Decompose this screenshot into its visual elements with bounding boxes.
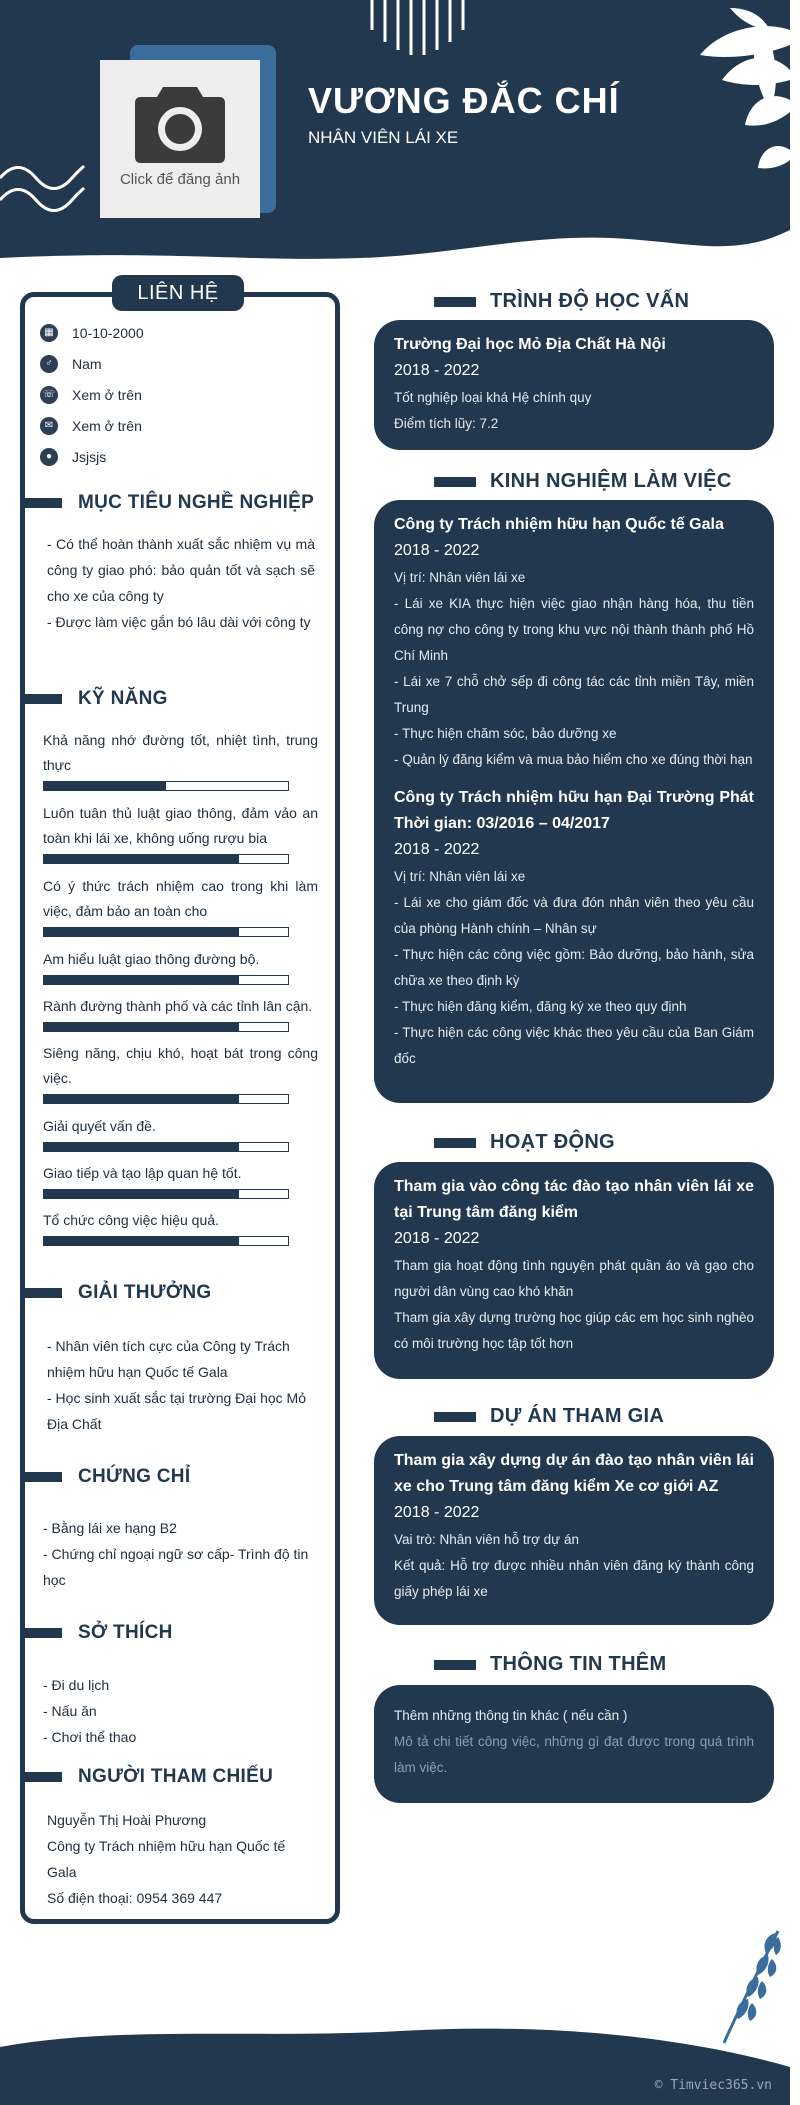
skill-name: Tổ chức công việc hiệu quả. — [43, 1212, 219, 1228]
hobby-line: - Đi du lịch — [43, 1677, 110, 1693]
extra-title: THÔNG TIN THÊM — [490, 1653, 667, 1675]
project-date: 2018 - 2022 — [394, 1504, 480, 1521]
skill-bar-fill — [44, 928, 239, 936]
hobby-line: - Nấu ăn — [43, 1703, 97, 1719]
education-school: Trường Đại học Mỏ Địa Chất Hà Nội — [394, 336, 666, 353]
projects-card — [374, 1436, 774, 1625]
reference-line: Công ty Trách nhiệm hữu hạn Quốc tế Gala — [47, 1838, 286, 1880]
objective-text — [47, 531, 315, 635]
contact-email — [40, 415, 142, 437]
contact-birthday — [40, 322, 144, 344]
objective-title: MỤC TIÊU NGHỀ NGHIỆP — [78, 492, 315, 513]
skill-bar-fill — [44, 1190, 239, 1198]
job-line: Vị trí: Nhân viên lái xe — [394, 869, 526, 884]
objective-heading — [20, 492, 314, 514]
experience-heading — [434, 470, 732, 493]
references-text — [47, 1807, 315, 1911]
heading-bar — [20, 694, 62, 704]
contact-phone — [40, 384, 142, 406]
education-heading — [434, 290, 689, 313]
certificate-line: - Chứng chỉ ngoại ngữ sơ cấp- Trình độ tin học — [43, 1546, 309, 1588]
heading-bar — [434, 1660, 476, 1670]
objective-line: - Được làm việc gắn bó lâu dài với công ty — [47, 614, 311, 630]
objective-line: - Có thể hoàn thành xuất sắc nhiệm vụ mà công ty giao phó: bảo quản tốt và sạch sẽ cho xe của công ty — [47, 536, 315, 604]
references-heading — [20, 1766, 273, 1788]
skill-bar-fill — [44, 855, 239, 863]
contact-address-text: Jsjsjs — [72, 449, 107, 465]
certificate-line: - Bằng lái xe hạng B2 — [43, 1520, 177, 1536]
candidate-name: VƯƠNG ĐẮC CHÍ — [308, 80, 620, 121]
skill-bar — [43, 1022, 289, 1032]
skill-item — [43, 1041, 318, 1104]
awards-title: GIẢI THƯỞNG — [78, 1282, 212, 1303]
certificates-heading — [20, 1466, 190, 1488]
award-line: - Học sinh xuất sắc tại trường Đại học Mỏ Địa Chất — [47, 1390, 306, 1432]
avatar-upload[interactable] — [100, 60, 260, 218]
job-company: Công ty Trách nhiệm hữu hạn Đại Trường Phát Thời gian: 03/2016 – 04/2017 — [394, 789, 754, 832]
skill-item — [43, 994, 318, 1032]
phone-icon: ☏ — [40, 386, 58, 404]
project-line: Kết quả: Hỗ trợ được nhiều nhân viên đăng ký thành công giấy phép lái xe — [394, 1558, 754, 1599]
awards-text — [47, 1333, 315, 1437]
job-line: Vị trí: Nhân viên lái xe — [394, 570, 526, 585]
skill-bar-fill — [44, 1095, 239, 1103]
skill-item — [43, 1114, 318, 1152]
certificates-title: CHỨNG CHỈ — [78, 1466, 191, 1487]
job-line: - Lái xe 7 chỗ chở sếp đi công tác các tỉnh miền Tây, miền Trung — [394, 674, 754, 715]
projects-heading — [434, 1405, 664, 1428]
job-line: - Lái xe cho giám đốc và đưa đón nhân viên theo yêu cầu của phòng Hành chính – Nhân sự — [394, 895, 754, 936]
skill-bar-fill — [44, 1143, 239, 1151]
skill-bar — [43, 1189, 289, 1199]
activities-heading — [434, 1131, 615, 1154]
extra-line: Mô tả chi tiết công việc, những gì đạt được trong quá trình làm việc. — [394, 1734, 754, 1775]
candidate-role: NHÂN VIÊN LÁI XE — [308, 128, 459, 147]
heading-bar — [434, 1138, 476, 1148]
awards-heading — [20, 1282, 211, 1304]
certificates-text — [43, 1515, 311, 1593]
heading-bar — [20, 1628, 62, 1638]
experience-title: KINH NGHIỆM LÀM VIỆC — [490, 470, 732, 492]
skill-bar-fill — [44, 1023, 239, 1031]
heading-bar — [434, 477, 476, 487]
references-title: NGƯỜI THAM CHIẾU — [78, 1766, 274, 1787]
activities-card — [374, 1162, 774, 1379]
skill-name: Rành đường thành phố và các tỉnh lân cận. — [43, 998, 313, 1014]
contact-gender-text: Nam — [72, 356, 102, 372]
skill-bar-fill — [44, 782, 166, 790]
job-company: Công ty Trách nhiệm hữu hạn Quốc tế Gala — [394, 516, 724, 533]
skill-bar — [43, 1142, 289, 1152]
job-line: - Thực hiện các công việc gồm: Bảo dưỡng, bảo hành, sửa chữa xe theo định kỳ — [394, 947, 754, 988]
calendar-icon: ▦ — [40, 324, 58, 342]
heading-bar — [434, 1412, 476, 1422]
skill-item — [43, 728, 318, 791]
activity-line: Tham gia xây dựng trường học giúp các em học sinh nghèo có môi trường học tập tốt hơn — [394, 1310, 754, 1351]
activity-line: Tham gia hoạt động tình nguyện phát quần áo và gạo cho người dân vùng cao khó khăn — [394, 1258, 754, 1299]
header — [0, 0, 790, 265]
contact-phone-text: Xem ở trên — [72, 387, 142, 403]
heading-bar — [434, 297, 476, 307]
skill-item — [43, 1208, 318, 1246]
watermark: © Timviec365.vn — [654, 2078, 772, 2093]
heading-bar — [20, 498, 62, 508]
skill-name: Khả năng nhớ đường tốt, nhiệt tình, trung thực — [43, 732, 318, 773]
heading-bar — [20, 1772, 62, 1782]
extra-card — [374, 1685, 774, 1803]
hobbies-title: SỞ THÍCH — [78, 1622, 173, 1643]
job-line: - Thực hiện đăng kiểm, đăng ký xe theo quy định — [394, 999, 687, 1014]
skill-item — [43, 874, 318, 937]
experience-card — [374, 500, 774, 1103]
skill-bar — [43, 927, 289, 937]
skill-item — [43, 1161, 318, 1199]
project-heading: Tham gia xây dựng dự án đào tạo nhân viên lái xe cho Trung tâm đăng kiểm Xe cơ giới AZ — [394, 1452, 754, 1495]
reference-line: Số điện thoại: 0954 369 447 — [47, 1890, 223, 1906]
contact-email-text: Xem ở trên — [72, 418, 142, 434]
job-date: 2018 - 2022 — [394, 841, 480, 858]
job-line: - Thực hiện chăm sóc, bảo dưỡng xe — [394, 726, 617, 741]
email-icon: ✉ — [40, 417, 58, 435]
contact-birthday-text: 10-10-2000 — [72, 325, 144, 341]
heading-bar — [20, 1472, 62, 1482]
skill-name: Có ý thức trách nhiệm cao trong khi làm việc, đảm bảo an toàn cho — [43, 878, 318, 919]
hobby-line: - Chơi thể thao — [43, 1729, 137, 1745]
job-line: - Thực hiện các công việc khác theo yêu cầu của Ban Giám đốc — [394, 1025, 754, 1066]
skill-bar-fill — [44, 1237, 239, 1245]
reference-line: Nguyễn Thị Hoài Phương — [47, 1812, 207, 1828]
activity-heading: Tham gia vào công tác đào tạo nhân viên lái xe tại Trung tâm đăng kiểm — [394, 1178, 754, 1221]
contact-address — [40, 446, 106, 468]
heading-bar — [20, 1288, 62, 1298]
skills-title: KỸ NĂNG — [78, 688, 168, 709]
activity-date: 2018 - 2022 — [394, 1230, 480, 1247]
project-line: Vai trò: Nhân viên hỗ trợ dự án — [394, 1532, 579, 1547]
education-line: Điểm tích lũy: 7.2 — [394, 416, 499, 431]
education-date: 2018 - 2022 — [394, 362, 480, 379]
activities-title: HOẠT ĐỘNG — [490, 1131, 615, 1153]
hobbies-heading — [20, 1622, 173, 1644]
award-line: - Nhân viên tích cực của Công ty Trách nhiệm hữu hạn Quốc tế Gala — [47, 1338, 290, 1380]
photo-caption: Click để đăng ảnh — [119, 170, 241, 188]
gender-icon: ♂ — [40, 355, 58, 373]
skill-name: Giao tiếp và tạo lập quan hệ tốt. — [43, 1165, 242, 1181]
hobbies-text — [43, 1672, 311, 1750]
contact-heading: LIÊN HỆ — [112, 275, 244, 311]
skill-item — [43, 947, 318, 985]
education-title: TRÌNH ĐỘ HỌC VẤN — [490, 290, 690, 312]
skill-name: Giải quyết vấn đề. — [43, 1118, 156, 1134]
extra-line: Thêm những thông tin khác ( nếu cần ) — [394, 1708, 628, 1723]
skill-name: Luôn tuân thủ luật giao thông, đảm vảo an toàn khi lái xe, không uống rượu bia — [43, 805, 318, 846]
skill-bar — [43, 1236, 289, 1246]
extra-heading — [434, 1653, 666, 1676]
location-icon: ● — [40, 448, 58, 466]
skill-bar-fill — [44, 976, 239, 984]
skill-name: Am hiểu luật giao thông đường bộ. — [43, 951, 260, 967]
skill-bar — [43, 854, 289, 864]
contact-gender — [40, 353, 102, 375]
education-line: Tốt nghiệp loại khá Hệ chính quy — [394, 390, 592, 405]
skill-bar — [43, 1094, 289, 1104]
skills-heading — [20, 688, 168, 710]
skill-bar — [43, 975, 289, 985]
skill-name: Siêng năng, chịu khó, hoạt bát trong công việc. — [43, 1045, 318, 1086]
projects-title: DỰ ÁN THAM GIA — [490, 1405, 665, 1427]
job-line: - Quản lý đăng kiểm và mua bảo hiểm cho xe đúng thời hạn — [394, 752, 753, 767]
job-date: 2018 - 2022 — [394, 542, 480, 559]
education-card — [374, 320, 774, 450]
camera-icon — [133, 81, 227, 165]
job-line: - Lái xe KIA thực hiện việc giao nhận hàng hóa, thu tiền công nợ cho công ty trong khu vực nội thành thành phố Hồ Chí Minh — [394, 596, 754, 663]
skill-bar — [43, 781, 289, 791]
skill-item — [43, 801, 318, 864]
